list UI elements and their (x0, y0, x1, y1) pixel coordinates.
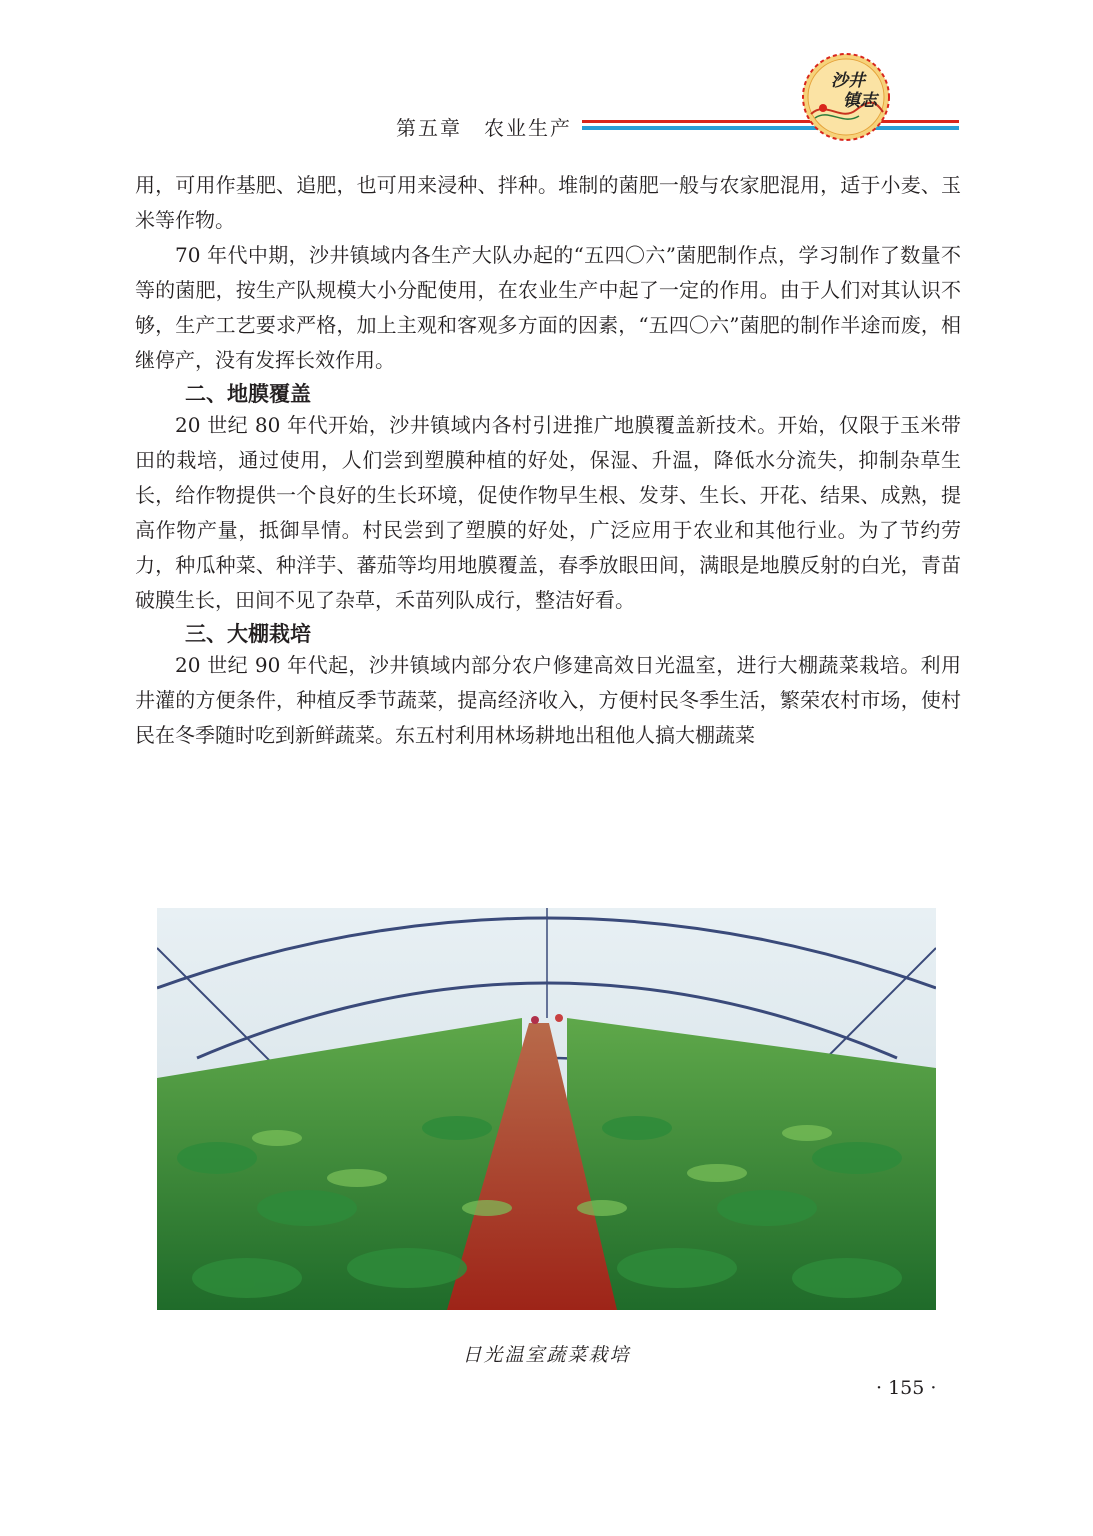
seal-text-top: 沙井 (831, 71, 865, 91)
page-content (135, 168, 961, 753)
header-rule-blue (582, 126, 959, 130)
figure-caption: 日光温室蔬菜栽培 (462, 1344, 631, 1366)
town-chronicle-seal (801, 52, 891, 142)
header-rule-red (582, 120, 959, 123)
page-number: · 155 · (876, 1377, 937, 1399)
paragraph-5406-fertilizer: 70 年代中期，沙井镇域内各生产大队办起的“五四〇六”菌肥制作点，学习制作了数量不等的菌肥，按生产队规模大小分配使用，在农业生产中起了一定的作用。由于人们对其认识不够，生产工艺要求严格，加上主观和客观多方面的因素，“五四〇六”菌肥的制作半途而废，相继停产，没有发挥长效作用。 (135, 243, 961, 372)
seal-text-bottom: 镇志 (843, 91, 877, 111)
header-rule (582, 120, 959, 132)
section-heading-mulch-film: 二、地膜覆盖 (185, 382, 311, 406)
greenhouse-photo (157, 908, 936, 1310)
paragraph-greenhouse: 20 世纪 90 年代起，沙井镇域内部分农户修建高效日光温室，进行大棚蔬菜栽培。利用井灌的方便条件，种植反季节蔬菜，提高经济收入，方便村民冬季生活，繁荣农村市场，使村民在冬季随时吃到新鲜蔬菜。东五村利用林场耕地出租他人搞大棚蔬菜 (135, 653, 961, 747)
paragraph-continued: 用，可用作基肥、追肥，也可用来浸种、拌种。堆制的菌肥一般与农家肥混用，适于小麦、玉米等作物。 (135, 173, 961, 232)
paragraph-mulch-film: 20 世纪 80 年代开始，沙井镇域内各村引进推广地膜覆盖新技术。开始，仅限于玉米带田的栽培，通过使用，人们尝到塑膜种植的好处，保湿、升温，降低水分流失，抑制杂草生长，给作物提供一个良好的生长环境，促使作物早生根、发芽、生长、开花、结果、成熟，提高作物产量，抵御旱情。村民尝到了塑膜的好处，广泛应用于农业和其他行业。为了节约劳力，种瓜种菜、种洋芋、蕃茄等均用地膜覆盖，春季放眼田间，满眼是地膜反射的白光，青苗破膜生长，田间不见了杂草，禾苗列队成行，整洁好看。 (135, 413, 961, 612)
section-heading-greenhouse: 三、大棚栽培 (185, 622, 311, 646)
chapter-title: 第五章 农业生产 (396, 116, 572, 140)
